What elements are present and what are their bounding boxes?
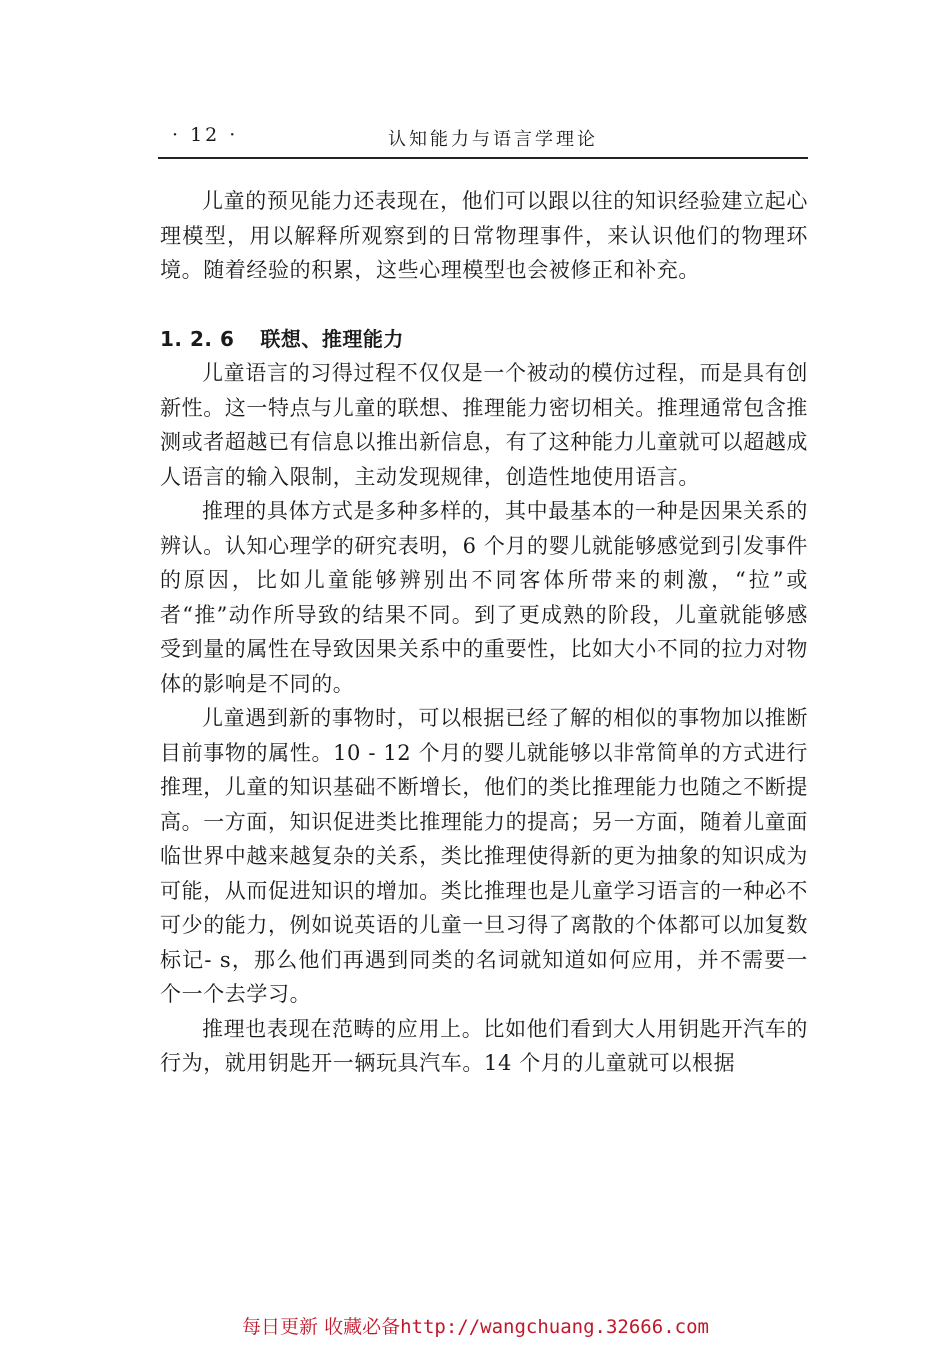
paragraph-analogy: 儿童遇到新的事物时，可以根据已经了解的相似的事物加以推断目前事物的属性。10 - 12 个月的婴儿就能够以非常简单的方式进行推理，儿童的知识基础不断增长，他们的类比推理能力也随之不断提高。一方面，知识促进类比推理能力的提高；另一方面，随着儿童面临世界中越来越复杂的关系，类比推理使得新的更为抽象的知识成为可能，从而促进知识的增加。类比推理也是儿童学习语言的一种必不可少的能力，例如说英语的儿童一旦习得了离散的个体都可以加复数标记- s，那么他们再遇到同类的名词就知道如何应用，并不需要一个一个去学习。 [160,706,808,1006]
paragraph-prediction: 儿童的预见能力还表现在，他们可以跟以往的知识经验建立起心理模型，用以解释所观察到的日常物理事件，来认识他们的物理环境。随着经验的积累，这些心理模型也会被修正和补充。 [160,189,808,282]
page-header [160,124,808,154]
paragraph-category: 推理也表现在范畴的应用上。比如他们看到大人用钥匙开汽车的行为，就用钥匙开一辆玩具汽车。14 个月的儿童就可以根据 [160,1016,808,1075]
page-number: · 12 · [172,124,239,146]
running-title: 认知能力与语言学理论 [388,129,598,150]
header-rule [158,157,808,159]
watermark-text: 每日更新 收藏必备 [242,1316,401,1338]
section-number: 1. 2. 6 [160,326,235,351]
section-title: 联想、推理能力 [260,326,404,351]
watermark-footer [0,1312,951,1339]
page-body [160,184,808,1081]
section-heading [160,322,808,357]
paragraph-inference-intro: 儿童语言的习得过程不仅仅是一个被动的模仿过程，而是具有创新性。这一特点与儿童的联想、推理能力密切相关。推理通常包含推测或者超越已有信息以推出新信息，有了这种能力儿童就可以超越成人语言的输入限制，主动发现规律，创造性地使用语言。 [160,361,808,489]
watermark-url[interactable]: http://wangchuang.32666.com [400,1316,709,1338]
paragraph-causality: 推理的具体方式是多种多样的，其中最基本的一种是因果关系的辨认。认知心理学的研究表明，6 个月的婴儿就能够感觉到引发事件的原因，比如儿童能够辨别出不同客体所带来的刺激，“拉”或者“推”动作所导致的结果不同。到了更成熟的阶段，儿童就能够感受到量的属性在导致因果关系中的重要性，比如大小不同的拉力对物体的影响是不同的。 [160,499,808,696]
